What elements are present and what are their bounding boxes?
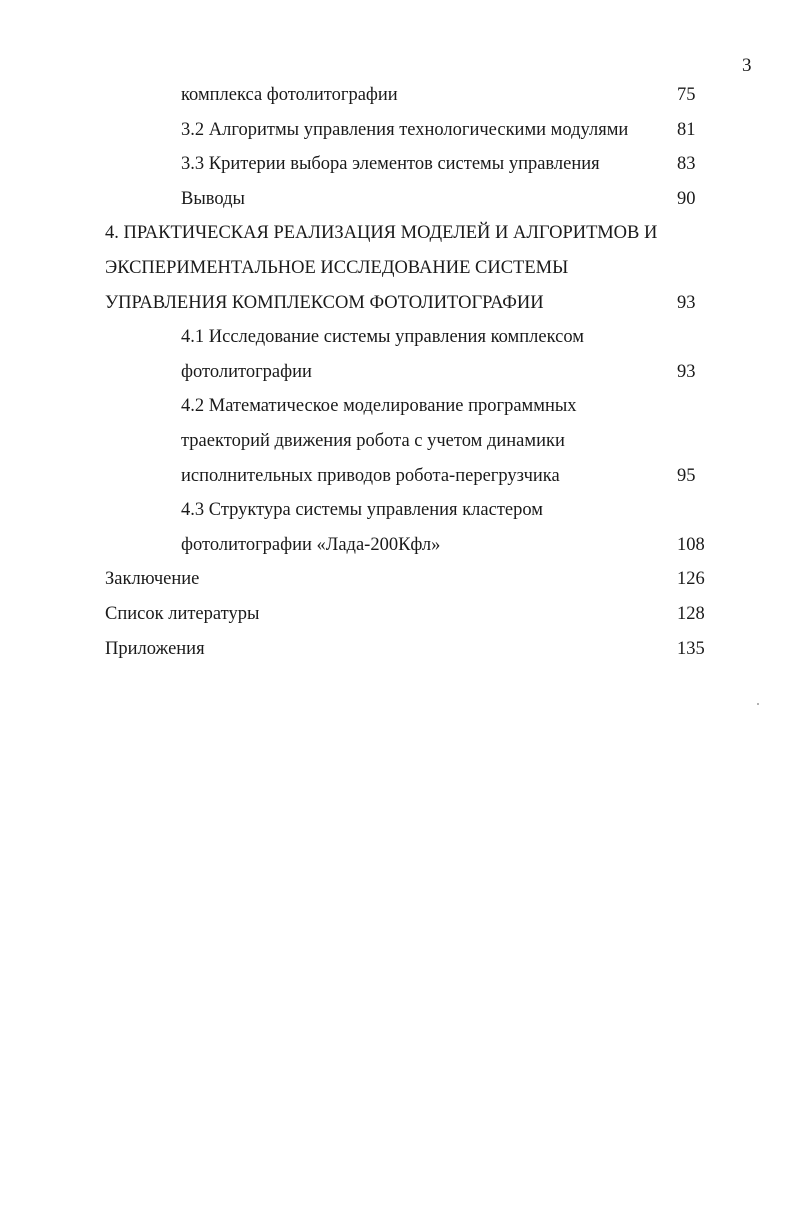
toc-chapter-title: 4. ПРАКТИЧЕСКАЯ РЕАЛИЗАЦИЯ МОДЕЛЕЙ И АЛГОРИТМОВ И bbox=[105, 223, 658, 244]
toc-entry-title: 4.1 Исследование системы управления комплексом bbox=[181, 327, 584, 348]
toc-entry-page: 135 bbox=[677, 638, 705, 659]
toc-chapter-title: УПРАВЛЕНИЯ КОМПЛЕКСОМ ФОТОЛИТОГРАФИИ bbox=[105, 292, 544, 313]
toc-entry-title: 3.3 Критерии выбора элементов системы управления bbox=[181, 154, 600, 175]
toc-entry-page: 83 bbox=[677, 154, 696, 175]
toc-entry-page: 93 bbox=[677, 361, 696, 382]
toc-line bbox=[0, 389, 793, 424]
toc-line bbox=[0, 113, 793, 148]
toc-line bbox=[0, 320, 793, 355]
toc-line bbox=[0, 78, 793, 113]
toc-entry-title: 4.3 Структура системы управления кластером bbox=[181, 500, 543, 521]
toc-line bbox=[0, 182, 793, 217]
toc-entry-title: 3.2 Алгоритмы управления технологическими модулями bbox=[181, 119, 629, 140]
toc-entry-title: Выводы bbox=[181, 188, 245, 209]
table-of-contents bbox=[0, 78, 793, 666]
toc-chapter-title: Список литературы bbox=[105, 603, 260, 624]
toc-chapter-title: Заключение bbox=[105, 569, 200, 590]
toc-line bbox=[0, 562, 793, 597]
toc-line bbox=[0, 355, 793, 390]
toc-entry-title: 4.2 Математическое моделирование программных bbox=[181, 396, 577, 417]
toc-line bbox=[0, 459, 793, 494]
toc-line bbox=[0, 632, 793, 667]
scan-speck bbox=[757, 703, 759, 705]
toc-entry-page: 93 bbox=[677, 292, 696, 313]
toc-entry-page: 128 bbox=[677, 603, 705, 624]
toc-entry-page: 126 bbox=[677, 569, 705, 590]
toc-line bbox=[0, 597, 793, 632]
page-number: 3 bbox=[742, 55, 752, 76]
toc-entry-title: фотолитографии «Лада-200Кфл» bbox=[181, 534, 441, 555]
toc-entry-page: 95 bbox=[677, 465, 696, 486]
toc-entry-page: 108 bbox=[677, 534, 705, 555]
toc-entry-title: фотолитографии bbox=[181, 361, 312, 382]
toc-line bbox=[0, 528, 793, 563]
toc-entry-page: 75 bbox=[677, 85, 696, 105]
toc-line bbox=[0, 216, 793, 251]
toc-entry-title: траекторий движения робота с учетом динамики bbox=[181, 430, 565, 451]
toc-line bbox=[0, 251, 793, 286]
toc-chapter-title: ЭКСПЕРИМЕНТАЛЬНОЕ ИССЛЕДОВАНИЕ СИСТЕМЫ bbox=[105, 257, 569, 278]
toc-chapter-title: Приложения bbox=[105, 638, 205, 659]
toc-entry-page: 81 bbox=[677, 119, 696, 140]
toc-line bbox=[0, 424, 793, 459]
toc-entry-title: исполнительных приводов робота-перегрузчика bbox=[181, 465, 560, 486]
toc-entry-title: комплекса фотолитографии bbox=[181, 85, 398, 105]
toc-line bbox=[0, 147, 793, 182]
toc-entry-page: 90 bbox=[677, 188, 696, 209]
toc-line bbox=[0, 493, 793, 528]
toc-line bbox=[0, 286, 793, 321]
